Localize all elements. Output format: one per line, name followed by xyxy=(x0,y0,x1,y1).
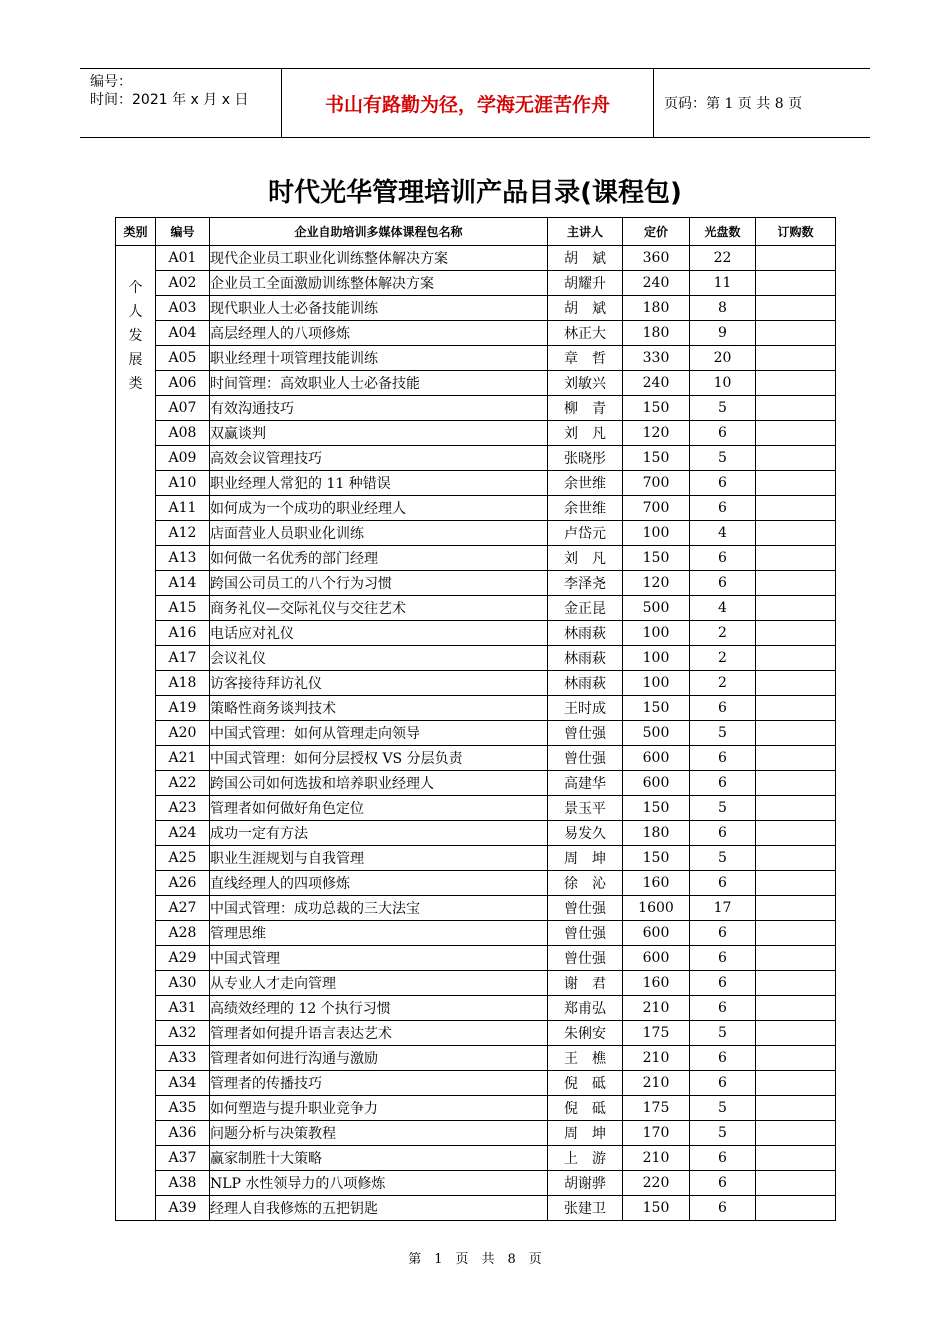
disc-count-cell: 2 xyxy=(690,671,756,696)
table-row xyxy=(116,571,836,596)
course-name-cell: 如何做一名优秀的部门经理 xyxy=(210,546,548,571)
price-cell: 100 xyxy=(623,671,690,696)
order-count-cell xyxy=(756,471,836,496)
table-row xyxy=(116,821,836,846)
order-count-cell xyxy=(756,846,836,871)
table-row xyxy=(116,846,836,871)
lecturer-cell: 刘 凡 xyxy=(548,421,623,446)
price-cell: 180 xyxy=(623,821,690,846)
price-cell: 700 xyxy=(623,496,690,521)
course-name-cell: 有效沟通技巧 xyxy=(210,396,548,421)
disc-count-cell: 2 xyxy=(690,621,756,646)
table-row xyxy=(116,496,836,521)
course-name-cell: 管理者如何提升语言表达艺术 xyxy=(210,1021,548,1046)
disc-count-cell: 20 xyxy=(690,346,756,371)
disc-count-cell: 6 xyxy=(690,821,756,846)
table-row xyxy=(116,946,836,971)
lecturer-cell: 胡耀升 xyxy=(548,271,623,296)
disc-count-cell: 6 xyxy=(690,571,756,596)
price-cell: 150 xyxy=(623,396,690,421)
course-name-cell: 赢家制胜十大策略 xyxy=(210,1146,548,1171)
order-count-cell xyxy=(756,421,836,446)
disc-count-cell: 6 xyxy=(690,946,756,971)
number-label: 编号： xyxy=(90,74,132,90)
table-row xyxy=(116,746,836,771)
lecturer-cell: 张建卫 xyxy=(548,1196,623,1221)
price-cell: 150 xyxy=(623,446,690,471)
code-cell: A26 xyxy=(156,871,210,896)
lecturer-cell: 李泽尧 xyxy=(548,571,623,596)
time-label: 时间：2021 年 x 月 x 日 xyxy=(90,92,249,108)
price-cell: 170 xyxy=(623,1121,690,1146)
lecturer-cell: 周 坤 xyxy=(548,846,623,871)
price-cell: 220 xyxy=(623,1171,690,1196)
order-count-cell xyxy=(756,796,836,821)
order-count-cell xyxy=(756,1146,836,1171)
lecturer-cell: 郑甫弘 xyxy=(548,996,623,1021)
price-cell: 240 xyxy=(623,271,690,296)
table-row xyxy=(116,1046,836,1071)
category-cell: 个人发展类 xyxy=(116,246,156,1221)
course-name-cell: 如何塑造与提升职业竞争力 xyxy=(210,1096,548,1121)
price-cell: 175 xyxy=(623,1096,690,1121)
lecturer-cell: 林雨萩 xyxy=(548,646,623,671)
order-count-cell xyxy=(756,721,836,746)
course-name-cell: 职业经理十项管理技能训练 xyxy=(210,346,548,371)
course-name-cell: 职业经理人常犯的 11 种错误 xyxy=(210,471,548,496)
code-cell: A24 xyxy=(156,821,210,846)
table-row xyxy=(116,396,836,421)
course-name-cell: 中国式管理 xyxy=(210,946,548,971)
course-name-cell: 时间管理：高效职业人士必备技能 xyxy=(210,371,548,396)
price-cell: 210 xyxy=(623,996,690,1021)
lecturer-cell: 章 哲 xyxy=(548,346,623,371)
price-cell: 100 xyxy=(623,521,690,546)
code-cell: A10 xyxy=(156,471,210,496)
lecturer-cell: 曾仕强 xyxy=(548,721,623,746)
table-row xyxy=(116,671,836,696)
price-cell: 180 xyxy=(623,296,690,321)
table-row xyxy=(116,1021,836,1046)
price-cell: 150 xyxy=(623,546,690,571)
lecturer-cell: 上 游 xyxy=(548,1146,623,1171)
course-name-cell: 问题分析与决策教程 xyxy=(210,1121,548,1146)
table-row xyxy=(116,1121,836,1146)
code-cell: A06 xyxy=(156,371,210,396)
course-name-cell: 中国式管理：如何从管理走向领导 xyxy=(210,721,548,746)
course-name-cell: 店面营业人员职业化训练 xyxy=(210,521,548,546)
course-name-cell: 如何成为一个成功的职业经理人 xyxy=(210,496,548,521)
disc-count-cell: 6 xyxy=(690,696,756,721)
price-cell: 150 xyxy=(623,846,690,871)
code-cell: A27 xyxy=(156,896,210,921)
course-name-cell: 经理人自我修炼的五把钥匙 xyxy=(210,1196,548,1221)
price-cell: 330 xyxy=(623,346,690,371)
course-name-cell: 高效会议管理技巧 xyxy=(210,446,548,471)
code-cell: A32 xyxy=(156,1021,210,1046)
disc-count-cell: 5 xyxy=(690,846,756,871)
order-count-cell xyxy=(756,396,836,421)
lecturer-cell: 金正昆 xyxy=(548,596,623,621)
lecturer-cell: 曾仕强 xyxy=(548,921,623,946)
header-category: 类别 xyxy=(116,218,156,246)
lecturer-cell: 林正大 xyxy=(548,321,623,346)
code-cell: A09 xyxy=(156,446,210,471)
order-count-cell xyxy=(756,1196,836,1221)
price-cell: 210 xyxy=(623,1146,690,1171)
course-name-cell: 高层经理人的八项修炼 xyxy=(210,321,548,346)
header-course-name: 企业自助培训多媒体课程包名称 xyxy=(210,218,548,246)
course-name-cell: 跨国公司如何选拔和培养职业经理人 xyxy=(210,771,548,796)
disc-count-cell: 2 xyxy=(690,646,756,671)
table-row xyxy=(116,1171,836,1196)
lecturer-cell: 易发久 xyxy=(548,821,623,846)
course-catalog-table xyxy=(115,217,836,1221)
order-count-cell xyxy=(756,496,836,521)
code-cell: A30 xyxy=(156,971,210,996)
disc-count-cell: 6 xyxy=(690,971,756,996)
code-cell: A03 xyxy=(156,296,210,321)
price-cell: 500 xyxy=(623,721,690,746)
order-count-cell xyxy=(756,346,836,371)
header-meta xyxy=(80,69,282,137)
order-count-cell xyxy=(756,596,836,621)
order-count-cell xyxy=(756,571,836,596)
order-count-cell xyxy=(756,1046,836,1071)
course-name-cell: 职业生涯规划与自我管理 xyxy=(210,846,548,871)
lecturer-cell: 刘敏兴 xyxy=(548,371,623,396)
disc-count-cell: 6 xyxy=(690,421,756,446)
code-cell: A14 xyxy=(156,571,210,596)
price-cell: 240 xyxy=(623,371,690,396)
lecturer-cell: 胡 斌 xyxy=(548,246,623,271)
code-cell: A33 xyxy=(156,1046,210,1071)
price-cell: 100 xyxy=(623,621,690,646)
lecturer-cell: 曾仕强 xyxy=(548,746,623,771)
document-title: 时代光华管理培训产品目录(课程包) xyxy=(268,178,682,208)
course-name-cell: 电话应对礼仪 xyxy=(210,621,548,646)
price-cell: 160 xyxy=(623,971,690,996)
order-count-cell xyxy=(756,896,836,921)
header-order-count: 订购数 xyxy=(756,218,836,246)
course-name-cell: 跨国公司员工的八个行为习惯 xyxy=(210,571,548,596)
header-disc-count: 光盘数 xyxy=(690,218,756,246)
order-count-cell xyxy=(756,1021,836,1046)
lecturer-cell: 张晓彤 xyxy=(548,446,623,471)
code-cell: A11 xyxy=(156,496,210,521)
disc-count-cell: 6 xyxy=(690,496,756,521)
disc-count-cell: 6 xyxy=(690,1171,756,1196)
order-count-cell xyxy=(756,771,836,796)
price-cell: 210 xyxy=(623,1046,690,1071)
table-row xyxy=(116,1196,836,1221)
order-count-cell xyxy=(756,946,836,971)
code-cell: A18 xyxy=(156,671,210,696)
order-count-cell xyxy=(756,996,836,1021)
order-count-cell xyxy=(756,696,836,721)
code-cell: A01 xyxy=(156,246,210,271)
disc-count-cell: 9 xyxy=(690,321,756,346)
price-cell: 120 xyxy=(623,421,690,446)
table-row xyxy=(116,696,836,721)
code-cell: A22 xyxy=(156,771,210,796)
header-slogan: 书山有路勤为径，学海无涯苦作舟 xyxy=(282,69,654,137)
table-row xyxy=(116,296,836,321)
order-count-cell xyxy=(756,521,836,546)
course-name-cell: 管理者的传播技巧 xyxy=(210,1071,548,1096)
code-cell: A36 xyxy=(156,1121,210,1146)
table-row xyxy=(116,521,836,546)
disc-count-cell: 6 xyxy=(690,1146,756,1171)
order-count-cell xyxy=(756,1171,836,1196)
code-cell: A07 xyxy=(156,396,210,421)
table-row xyxy=(116,646,836,671)
lecturer-cell: 倪 砥 xyxy=(548,1096,623,1121)
price-cell: 600 xyxy=(623,771,690,796)
table-row xyxy=(116,1096,836,1121)
lecturer-cell: 余世维 xyxy=(548,471,623,496)
lecturer-cell: 谢 君 xyxy=(548,971,623,996)
order-count-cell xyxy=(756,271,836,296)
code-cell: A08 xyxy=(156,421,210,446)
course-name-cell: 从专业人才走向管理 xyxy=(210,971,548,996)
order-count-cell xyxy=(756,1096,836,1121)
price-cell: 500 xyxy=(623,596,690,621)
disc-count-cell: 22 xyxy=(690,246,756,271)
price-cell: 600 xyxy=(623,921,690,946)
course-name-cell: 直线经理人的四项修炼 xyxy=(210,871,548,896)
order-count-cell xyxy=(756,621,836,646)
course-name-cell: NLP 水性领导力的八项修炼 xyxy=(210,1171,548,1196)
header-price: 定价 xyxy=(623,218,690,246)
table-row xyxy=(116,246,836,271)
course-name-cell: 中国式管理：如何分层授权 VS 分层负责 xyxy=(210,746,548,771)
lecturer-cell: 曾仕强 xyxy=(548,946,623,971)
price-cell: 1600 xyxy=(623,896,690,921)
disc-count-cell: 6 xyxy=(690,871,756,896)
lecturer-cell: 徐 沁 xyxy=(548,871,623,896)
order-count-cell xyxy=(756,646,836,671)
order-count-cell xyxy=(756,1121,836,1146)
disc-count-cell: 17 xyxy=(690,896,756,921)
course-name-cell: 商务礼仪—交际礼仪与交往艺术 xyxy=(210,596,548,621)
code-cell: A35 xyxy=(156,1096,210,1121)
table-row xyxy=(116,446,836,471)
course-name-cell: 双赢谈判 xyxy=(210,421,548,446)
order-count-cell xyxy=(756,246,836,271)
course-name-cell: 管理者如何进行沟通与激励 xyxy=(210,1046,548,1071)
order-count-cell xyxy=(756,446,836,471)
table-row xyxy=(116,621,836,646)
lecturer-cell: 林雨萩 xyxy=(548,621,623,646)
order-count-cell xyxy=(756,746,836,771)
course-name-cell: 访客接待拜访礼仪 xyxy=(210,671,548,696)
code-cell: A28 xyxy=(156,921,210,946)
course-name-cell: 现代职业人士必备技能训练 xyxy=(210,296,548,321)
disc-count-cell: 6 xyxy=(690,746,756,771)
table-row xyxy=(116,346,836,371)
code-cell: A25 xyxy=(156,846,210,871)
lecturer-cell: 曾仕强 xyxy=(548,896,623,921)
page-header xyxy=(80,68,870,138)
course-name-cell: 现代企业员工职业化训练整体解决方案 xyxy=(210,246,548,271)
order-count-cell xyxy=(756,296,836,321)
code-cell: A04 xyxy=(156,321,210,346)
table-row xyxy=(116,771,836,796)
disc-count-cell: 5 xyxy=(690,1021,756,1046)
price-cell: 600 xyxy=(623,746,690,771)
code-cell: A21 xyxy=(156,746,210,771)
price-cell: 360 xyxy=(623,246,690,271)
lecturer-cell: 林雨萩 xyxy=(548,671,623,696)
disc-count-cell: 5 xyxy=(690,446,756,471)
disc-count-cell: 4 xyxy=(690,596,756,621)
header-page-info: 页码：第 1 页 共 8 页 xyxy=(664,96,803,112)
disc-count-cell: 5 xyxy=(690,796,756,821)
disc-count-cell: 11 xyxy=(690,271,756,296)
table-row xyxy=(116,471,836,496)
table-row xyxy=(116,721,836,746)
order-count-cell xyxy=(756,871,836,896)
order-count-cell xyxy=(756,671,836,696)
course-name-cell: 企业员工全面激励训练整体解决方案 xyxy=(210,271,548,296)
disc-count-cell: 5 xyxy=(690,1121,756,1146)
code-cell: A31 xyxy=(156,996,210,1021)
order-count-cell xyxy=(756,546,836,571)
course-name-cell: 会议礼仪 xyxy=(210,646,548,671)
table-row xyxy=(116,546,836,571)
lecturer-cell: 余世维 xyxy=(548,496,623,521)
table-row xyxy=(116,796,836,821)
price-cell: 150 xyxy=(623,696,690,721)
price-cell: 160 xyxy=(623,871,690,896)
disc-count-cell: 6 xyxy=(690,546,756,571)
table-row xyxy=(116,1071,836,1096)
price-cell: 175 xyxy=(623,1021,690,1046)
lecturer-cell: 景玉平 xyxy=(548,796,623,821)
course-name-cell: 管理思维 xyxy=(210,921,548,946)
course-name-cell: 中国式管理：成功总裁的三大法宝 xyxy=(210,896,548,921)
lecturer-cell: 周 坤 xyxy=(548,1121,623,1146)
disc-count-cell: 5 xyxy=(690,396,756,421)
code-cell: A39 xyxy=(156,1196,210,1221)
lecturer-cell: 刘 凡 xyxy=(548,546,623,571)
page-footer: 第 1 页 共 8 页 xyxy=(408,1252,542,1267)
table-row xyxy=(116,596,836,621)
code-cell: A23 xyxy=(156,796,210,821)
price-cell: 210 xyxy=(623,1071,690,1096)
code-cell: A37 xyxy=(156,1146,210,1171)
code-cell: A29 xyxy=(156,946,210,971)
price-cell: 120 xyxy=(623,571,690,596)
lecturer-cell: 柳 青 xyxy=(548,396,623,421)
lecturer-cell: 倪 砥 xyxy=(548,1071,623,1096)
table-row xyxy=(116,371,836,396)
code-cell: A38 xyxy=(156,1171,210,1196)
disc-count-cell: 6 xyxy=(690,1071,756,1096)
price-cell: 150 xyxy=(623,796,690,821)
code-cell: A12 xyxy=(156,521,210,546)
disc-count-cell: 6 xyxy=(690,921,756,946)
disc-count-cell: 5 xyxy=(690,1096,756,1121)
course-name-cell: 高绩效经理的 12 个执行习惯 xyxy=(210,996,548,1021)
order-count-cell xyxy=(756,921,836,946)
disc-count-cell: 8 xyxy=(690,296,756,321)
lecturer-cell: 胡 斌 xyxy=(548,296,623,321)
lecturer-cell: 王时成 xyxy=(548,696,623,721)
code-cell: A17 xyxy=(156,646,210,671)
code-cell: A16 xyxy=(156,621,210,646)
lecturer-cell: 高建华 xyxy=(548,771,623,796)
disc-count-cell: 5 xyxy=(690,721,756,746)
disc-count-cell: 6 xyxy=(690,771,756,796)
header-code: 编号 xyxy=(156,218,210,246)
table-row xyxy=(116,971,836,996)
price-cell: 180 xyxy=(623,321,690,346)
table-row xyxy=(116,871,836,896)
table-header-row xyxy=(116,218,836,246)
table-row xyxy=(116,921,836,946)
header-lecturer: 主讲人 xyxy=(548,218,623,246)
code-cell: A13 xyxy=(156,546,210,571)
price-cell: 100 xyxy=(623,646,690,671)
price-cell: 600 xyxy=(623,946,690,971)
lecturer-cell: 胡谢骅 xyxy=(548,1171,623,1196)
lecturer-cell: 朱俐安 xyxy=(548,1021,623,1046)
price-cell: 700 xyxy=(623,471,690,496)
table-row xyxy=(116,421,836,446)
table-row xyxy=(116,321,836,346)
order-count-cell xyxy=(756,1071,836,1096)
disc-count-cell: 6 xyxy=(690,1046,756,1071)
lecturer-cell: 王 樵 xyxy=(548,1046,623,1071)
code-cell: A02 xyxy=(156,271,210,296)
table-row xyxy=(116,996,836,1021)
code-cell: A19 xyxy=(156,696,210,721)
table-row xyxy=(116,271,836,296)
order-count-cell xyxy=(756,371,836,396)
code-cell: A34 xyxy=(156,1071,210,1096)
order-count-cell xyxy=(756,321,836,346)
code-cell: A20 xyxy=(156,721,210,746)
lecturer-cell: 卢岱元 xyxy=(548,521,623,546)
course-name-cell: 管理者如何做好角色定位 xyxy=(210,796,548,821)
course-name-cell: 成功一定有方法 xyxy=(210,821,548,846)
table-row xyxy=(116,896,836,921)
code-cell: A05 xyxy=(156,346,210,371)
price-cell: 150 xyxy=(623,1196,690,1221)
code-cell: A15 xyxy=(156,596,210,621)
order-count-cell xyxy=(756,821,836,846)
course-name-cell: 策略性商务谈判技术 xyxy=(210,696,548,721)
disc-count-cell: 6 xyxy=(690,1196,756,1221)
disc-count-cell: 4 xyxy=(690,521,756,546)
disc-count-cell: 6 xyxy=(690,471,756,496)
order-count-cell xyxy=(756,971,836,996)
disc-count-cell: 6 xyxy=(690,996,756,1021)
table-row xyxy=(116,1146,836,1171)
disc-count-cell: 10 xyxy=(690,371,756,396)
